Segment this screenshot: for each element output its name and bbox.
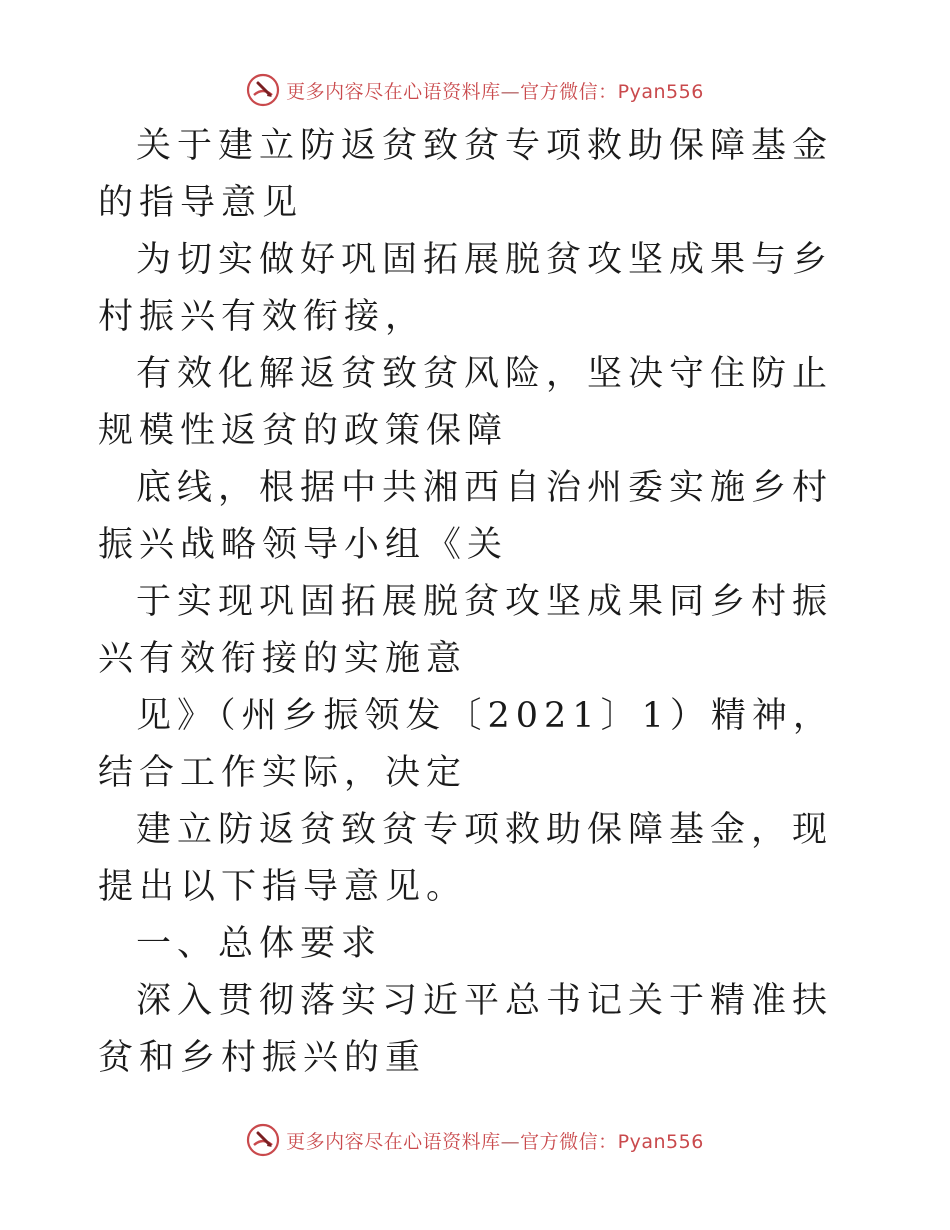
footer-watermark-banner <box>0 1120 950 1160</box>
red-book-pen-logo-icon <box>246 73 280 107</box>
banner-wechat: 官方微信：Pyan556 <box>520 80 704 103</box>
paragraph: 建立防返贫致贫专项救助保障基金，现提出以下指导意见。 <box>98 810 834 907</box>
paragraph: 为切实做好巩固拓展脱贫攻坚成果与乡村振兴有效衔接， <box>98 240 834 337</box>
banner-text <box>286 1127 704 1154</box>
red-book-pen-logo-icon <box>246 1123 280 1157</box>
banner-separator: — <box>500 1130 521 1153</box>
section-heading: 一、总体要求 <box>136 924 383 964</box>
banner-separator: — <box>500 80 521 103</box>
banner-wechat: 官方微信：Pyan556 <box>520 1130 704 1153</box>
header-watermark-banner <box>0 70 950 110</box>
banner-site-name: 更多内容尽在心语资料库 <box>286 80 501 103</box>
document-body <box>98 118 858 1087</box>
paragraph: 于实现巩固拓展脱贫攻坚成果同乡村振兴有效衔接的实施意 <box>98 582 834 679</box>
document-title: 关于建立防返贫致贫专项救助保障基金的指导意见 <box>98 126 834 223</box>
banner-site-name: 更多内容尽在心语资料库 <box>286 1130 501 1153</box>
banner-text <box>286 77 704 104</box>
paragraph: 有效化解返贫致贫风险，坚决守住防止规模性返贫的政策保障 <box>98 354 834 451</box>
paragraph: 深入贯彻落实习近平总书记关于精准扶贫和乡村振兴的重 <box>98 981 834 1078</box>
paragraph: 见》（州乡振领发〔2021〕1）精神，结合工作实际，决定 <box>98 696 834 793</box>
paragraph: 底线，根据中共湘西自治州委实施乡村振兴战略领导小组《关 <box>98 468 834 565</box>
